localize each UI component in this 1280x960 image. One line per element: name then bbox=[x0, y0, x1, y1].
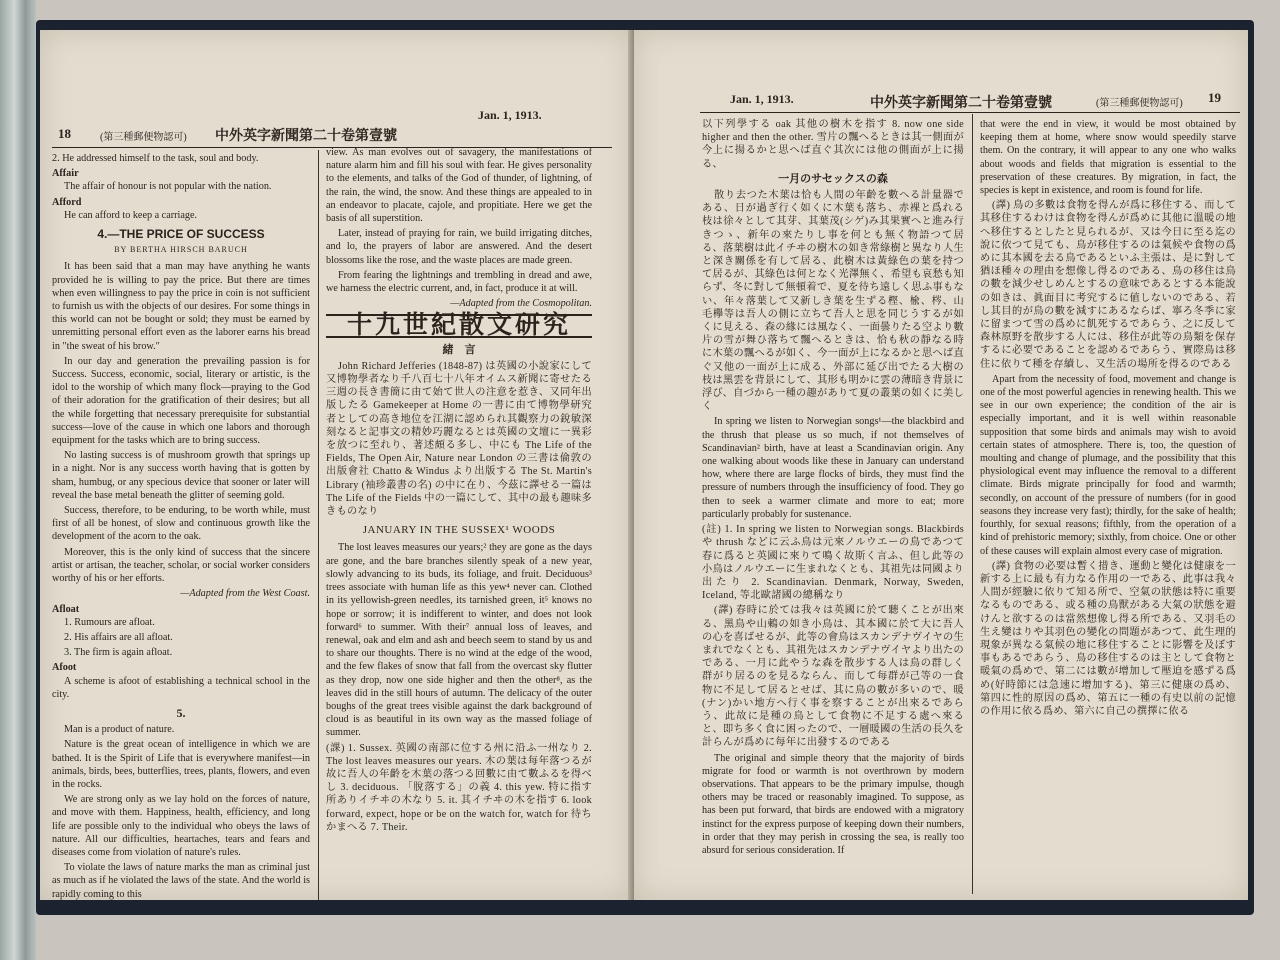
paragraph: In our day and generation the prevailing passion is for Success. Success, economic, social, literary or artistic, is the idol to the worship of which many flock—praying to the God of their adoration for the gratification of their desires; but all the while forgetting that necessary prerequisite for substantial success—love of the cause in which one labors and thorough equipment for the tasks which are to bring success. bbox=[52, 355, 310, 447]
essay-text: that were the end in view, it would be most obtained by keeping them at home, where snow would speedily starve them. On the contrary, it will appear to any one who walks about woods and fields that migration is essential to the preservation of these creatures. By migration, in fact, the species is kept in existence, and room is found for life. bbox=[980, 119, 1236, 197]
masthead: 中外英字新聞第二十卷第壹號 bbox=[870, 96, 1052, 111]
glass-plate-edge bbox=[0, 0, 36, 960]
example-afloat-3: 3. The firm is again afloat. bbox=[64, 647, 173, 659]
page-number: 18 bbox=[58, 126, 71, 141]
paragraph: view. As man evolves out of savagery, the manifestations of nature alarm him and fill his soul with fear. He gives personality to the elements, and talks of the God of thunder, of lightning, of the rain, the wind, the snow. And these things are appealed to in an endeavor to placate, cajole, and propitiate. Here we get the basis of all superstition. bbox=[326, 147, 592, 225]
paragraph: We are strong only as we lay hold on the forces of nature, and move with them. Happiness, health, efficiency, and long life are possible only to the individual who obeys the laws of nature. All our difficulties, heartaches, tears and fears and diseases come from violation of nature's rules. bbox=[52, 794, 310, 858]
article-heading: 4.—THE PRICE OF SUCCESS bbox=[97, 227, 265, 242]
label-affair: Affair bbox=[52, 168, 79, 180]
issue-date: Jan. 1, 1913. bbox=[730, 92, 794, 106]
source-credit: —Adapted from the Cosmopolitan. bbox=[450, 298, 592, 310]
paragraph: Later, instead of praying for rain, we build irrigating ditches, and lo, the prayers of labor are answered. And the desert blossoms like the rose, and the waste places are made green. bbox=[326, 228, 592, 266]
vocabulary-notes: (課) 1. Sussex. 英國の南部に位する州に沿ふ一州なり 2. The lost leaves measures our years. 木の葉は每年落つるが故に吾人の年齡を木葉の落つる回數に由て數ふるを得べし 3. deciduous. 「脫落する」の義 4. this yew. 特に指す所ありイチヰの木なり 5. it. 其イチヰの木を指す 6. look forward, expect, hope or be on the watch for, watch for 待ちかまへる 7. Their. bbox=[326, 742, 592, 833]
label-afoot: Afoot bbox=[52, 662, 77, 674]
intro-heading: 緒 言 bbox=[442, 343, 476, 356]
vocabulary-notes: 以下列學する oak 其他の樹木を指す 8. now one side higher and then the other. 雪片の飄へるときは其一側面が今上に揚るかと思へば直ぐ其次には他の側面が上に揚る、 bbox=[702, 119, 964, 170]
column-divider bbox=[972, 114, 973, 894]
translation-text: (譯) 春時に於ては我々は英國に於て聽くことが出來る、黑鳥や山鶇の如き小鳥は、其本國に於て大に吾人の心を喜ばせるが、此等の會鳥はスカンデナヴイヤの生まれでなくとも、其祖先はスカンデナヴイヤより出たのである、一月に此やうな森を散步する人は鳥の群しく群がり居るのを見るならん、而して每群が己等の一食物に不足して居るとせば、其に鳥の數が多いので、暖(ナン)かい地方へ行く事を察することが出來るであらう、此故に是種の鳥として食物に不足する處へ來ると、即ち多く食に困ったので、一層暖國の生活の長久を計らんが爲めに每年に出發するのである bbox=[702, 605, 964, 749]
essay-text: The lost leaves measures our years;² they are gone as the days are gone, and the bare branches silently speak of a new year, slowly advancing to its buds, its foliage, and fruit. Deciduous³ trees associate with human life as this yew⁴ never can. Clothed in its yellowish-green needles, its tarnished green, it⁵ knows no hope or sorrow; it is indifferent to winter, and does not look forward⁶ to summer. With their⁷ annual loss of leaves, and renewal, oak and elm and ash and beech seem to stand by us and to share our thoughts. There is no wind at the edge of the wood, and the few flakes of snow that fall from the overcast sky flutter as they drop, now one side higher and then the other⁸, as the leaves did in the still hours of autumn. The delicacy of the outer boughs of the great trees visible against the dark background of cloud is as beautiful in its own way as the massed foliage of summer. bbox=[326, 542, 592, 739]
example-afloat-2: 2. His affairs are all afloat. bbox=[64, 631, 173, 643]
right-column-1 bbox=[702, 118, 964, 859]
translation-text: 散り去つた木葉は恰も人間の年齡を數へる計量器である、日が過ぎ行く如くに木葉も落ち、赤裸と爲れる枝は徐々として其芽、其葉茂(シゲ)み其果實へと進み行きつゝ、新年の來たりし事を何とも無く物語つて居る、落葉樹は此イチヰの樹木の如き常綠樹と異なり人生と深き關係を有して居る、此樹木は黃綠色の葉を持つて居るが、其綠色は何となく光澤無く、希望も哀愁も知らず、冬に對して無頓着で、夏を待ち遠しく思ふ事もない、年々落葉して又新しき葉を生ずる樫、楡、梣、山毛欅等は吾人の側に立ちて吾人と思を同じうするが如くに見える、森の緣には風なく、一面曇りたる空より數片の雪が舞ひ落ちて飄へるときは、恰も秋の靜なる時に木葉の飄へるが如く、今一面が上になるかと思へば直ぐ又他の一面が上に成る、外部に延び出でたる大樹の枝は黑雲を背景にして、其形も明かに雲の薄暗き背景に浮び、自づから一種の趣がありて夏の叢葉の如くに美しく bbox=[702, 190, 964, 413]
essay-text: Apart from the necessity of food, movement and change is one of the most powerful agencies in renewing health. This we see in our own experience; the condition of the air is especially important, and it is well within reasonable supposition that some birds and animals may wish to avoid certain states of atmosphere. There is, too, the question of moulting and change of plumage, and the possibility that this physiological event may influence the removal to a different climate. Birds migrate principally for food and warmth; secondly, on account of the pressure of numbers (for in good seasons they increase very fast); thirdly, for the sake of health; fourthly, for sexual reasons; fifthly, from the operation of a kind of prehistoric memory; sixthly, from choice. One or other of these causes will explain almost every case of migration. bbox=[980, 373, 1236, 557]
intro-text: John Richard Jefferies (1848-87) は英國の小說家にして又博物學者なり千八百七十八年オイムス新聞に寄せたる三週の長き書簡に由て始て世人の注意を惹き、又同年出版したる Gamekeeper at Home の一書に由て博物學研究者としての高き地位を江湖に認められ其觀察力の銳敏深刻なると記事文の精妙巧麗なるとは英國の文壇に一異彩を放つに至れり、著述頗る多し、中にも The Life of the Fields, The Open Air, Nature near London の三書は倫敦の出版會社 Chatto & Windus より出版する The St. Martin's Library (袖珍叢書の名) の中に在り、今茲に譯せる一篇は The Life of the Fields 中の一篇にして、其中の最も趣味多きものなり bbox=[326, 360, 592, 518]
paragraph: Man is a product of nature. bbox=[64, 724, 175, 736]
essay-title: JANUARY IN THE SUSSEX¹ WOODS bbox=[362, 524, 556, 537]
label-afloat: Afloat bbox=[52, 603, 80, 615]
paragraph: Moreover, this is the only kind of success that the sincere artist or artisan, the teacher, scholar, or social worker considers worthy of his or her efforts. bbox=[52, 546, 310, 585]
example-addressed: 2. He addressed himself to the task, soul and body. bbox=[52, 153, 259, 164]
masthead: 中外英字新聞第二十卷第壹號 bbox=[215, 129, 397, 144]
paragraph: No lasting success is of mushroom growth that springs up in a night. Nor is any success worth having that is gotten by sham, humbug, or any specious device that sooner or later will reveal the base metal beneath the glitter of seeming gold. bbox=[52, 450, 310, 501]
translation-title: 一月のサセックスの森 bbox=[778, 172, 888, 185]
postal-permit: (第三種郵便物認可) bbox=[1096, 98, 1183, 109]
essay-text: The original and simple theory that the majority of birds migrate for food or warmth is not overthrown by modern observations. That appears to be the primary impulse, though others may be traced or reasonably imagined. To suppose, as has been put forward, that birds are endowed with a migratory instinct for the express purpose of keeping down their numbers, in order that they may perish in crossing the sea, is really too absurd for serious consideration. If bbox=[702, 752, 964, 856]
column-divider bbox=[318, 150, 319, 900]
postal-permit: (第三種郵便物認可) bbox=[100, 132, 187, 143]
paragraph: From fearing the lightnings and trembling in dread and awe, we harness the electric current, and, in fact, produce it at will. bbox=[326, 269, 592, 295]
vocabulary-notes: (註) 1. In spring we listen to Norwegian songs. Blackbirds や thrush などに云ふ鳥は元來ノルウエーの鳥であつて春に爲ると英國に來りて鳴く故斯く言ふ、但し此等の小鳥はノルウエーに生まれなくとも、其祖先は同國より出たり 2. Scandinavian. Denmark, Norway, Sweden, Iceland, 等北歐諸國の總稱なり bbox=[702, 524, 964, 602]
example-afoot: A scheme is afoot of establishing a technical school in the city. bbox=[52, 675, 310, 700]
section-title: 十九世紀散文研究 bbox=[326, 314, 592, 337]
label-afford: Afford bbox=[52, 196, 82, 208]
paragraph: It has been said that a man may have anything he wants provided he is willing to pay the price. But there are times when even willingness to pay the price in coin is not sufficient to furnish us with the objects of our desires. For some things in this world can not be bought or sold; they must be earned by unremitting personal effort even as the laborer earns his bread in "the sweat of his brow." bbox=[52, 261, 310, 352]
left-column-2 bbox=[326, 146, 592, 836]
byline: BY BERTHA HIRSCH BARUCH bbox=[114, 245, 248, 255]
left-page bbox=[40, 30, 632, 900]
example-afford: He can afford to keep a carriage. bbox=[64, 209, 198, 221]
example-affair: The affair of honour is not popular with the nation. bbox=[64, 181, 272, 193]
right-column-2 bbox=[980, 118, 1236, 720]
issue-date: Jan. 1, 1913. bbox=[478, 108, 542, 122]
translation-text: (譯) 鳥の多數は食物を得んが爲に移住する、而して其移住するわけは食物を得んが爲めに其他に溫暖の地へ移住するとしたと見られるが、又は今日に至る迄の說に依つて見ても、鳥が移住するのは氣候や食物の爲めに其本國を去る鳥であるといふ主張は、是に對して猶ほ種々の理由を想像し得るのである、鳥の移住は鳥の數を減少せしめんとするの意味であるとする本能說の如きは、眞面目に考究するに値しないのである、若し其目的が鳥の數を減すにあるならば、寧ろ冬季に家に留まつて雪の爲めに飢死するであらう、之に反して森林原野を散步する人には、移住が此等の鳥類を保存するに必要であることを認めるであらう、實際鳥は移住に依りて種を存續し、又生活の場所を得るのである bbox=[980, 200, 1236, 370]
translation-text: (譯) 食物の必要は暫く措き、運動と變化は健康を一新する上に最も有力なる作用の一である、此事は我々人間が經驗に依りて知る所で、空氣の狀態は特に重要なるものである、或る種の鳥獸がある大氣の狀態を避けんと欲するのは當然想像し得る所である、又羽毛の生え變はりや其羽色の變化の問題があつて、此生理的現象が異なる氣候の地に移住することに影響を及ぼす事もあるであらう、鳥の移住するのは主として食物と暖氣の爲めで、第二には數が增加して壓迫を感ずる爲め(好時節には急速に增加する)、第三に健康の爲め、第四に性的原因の爲め、第五に一種の有史以前の記憶の作用に依る爲め、第六に自己の撰擇に依る bbox=[980, 560, 1236, 717]
left-column-1 bbox=[52, 152, 310, 900]
paragraph: Success, therefore, to be enduring, to be worth while, must first of all be honest, of slow and continuous growth like the development of the acorn to the oak. bbox=[52, 505, 310, 543]
right-page bbox=[634, 30, 1248, 900]
source-credit: —Adapted from the West Coast. bbox=[180, 588, 310, 600]
page-number: 19 bbox=[1208, 90, 1221, 105]
header-rule bbox=[700, 112, 1240, 113]
paragraph: To violate the laws of nature marks the man as criminal just as much as if he violated the laws of the state. And the world is rapidly coming to this bbox=[52, 862, 310, 900]
essay-text: In spring we listen to Norwegian songs¹—the blackbird and the thrush that please us so much, if not themselves of Scandinavian² birth, have at least a Scandinavian origin. Any one walking about woods like these in January can understand how, where there are large flocks of birds, they must find the pressure of numbers through the insufficiency of food. They go then to seek a warmer climate and more to eat; more particularly probably for sustenance. bbox=[702, 416, 964, 520]
section-number: 5. bbox=[176, 705, 186, 720]
paragraph: Nature is the great ocean of intelligence in which we are bathed. It is the Spirit of Life that is everywhere manifest—in animals, birds, bees, butterflies, trees, plants, flowers, and even in the rocks. bbox=[52, 739, 310, 790]
example-afloat-1: 1. Rumours are afloat. bbox=[64, 616, 155, 628]
